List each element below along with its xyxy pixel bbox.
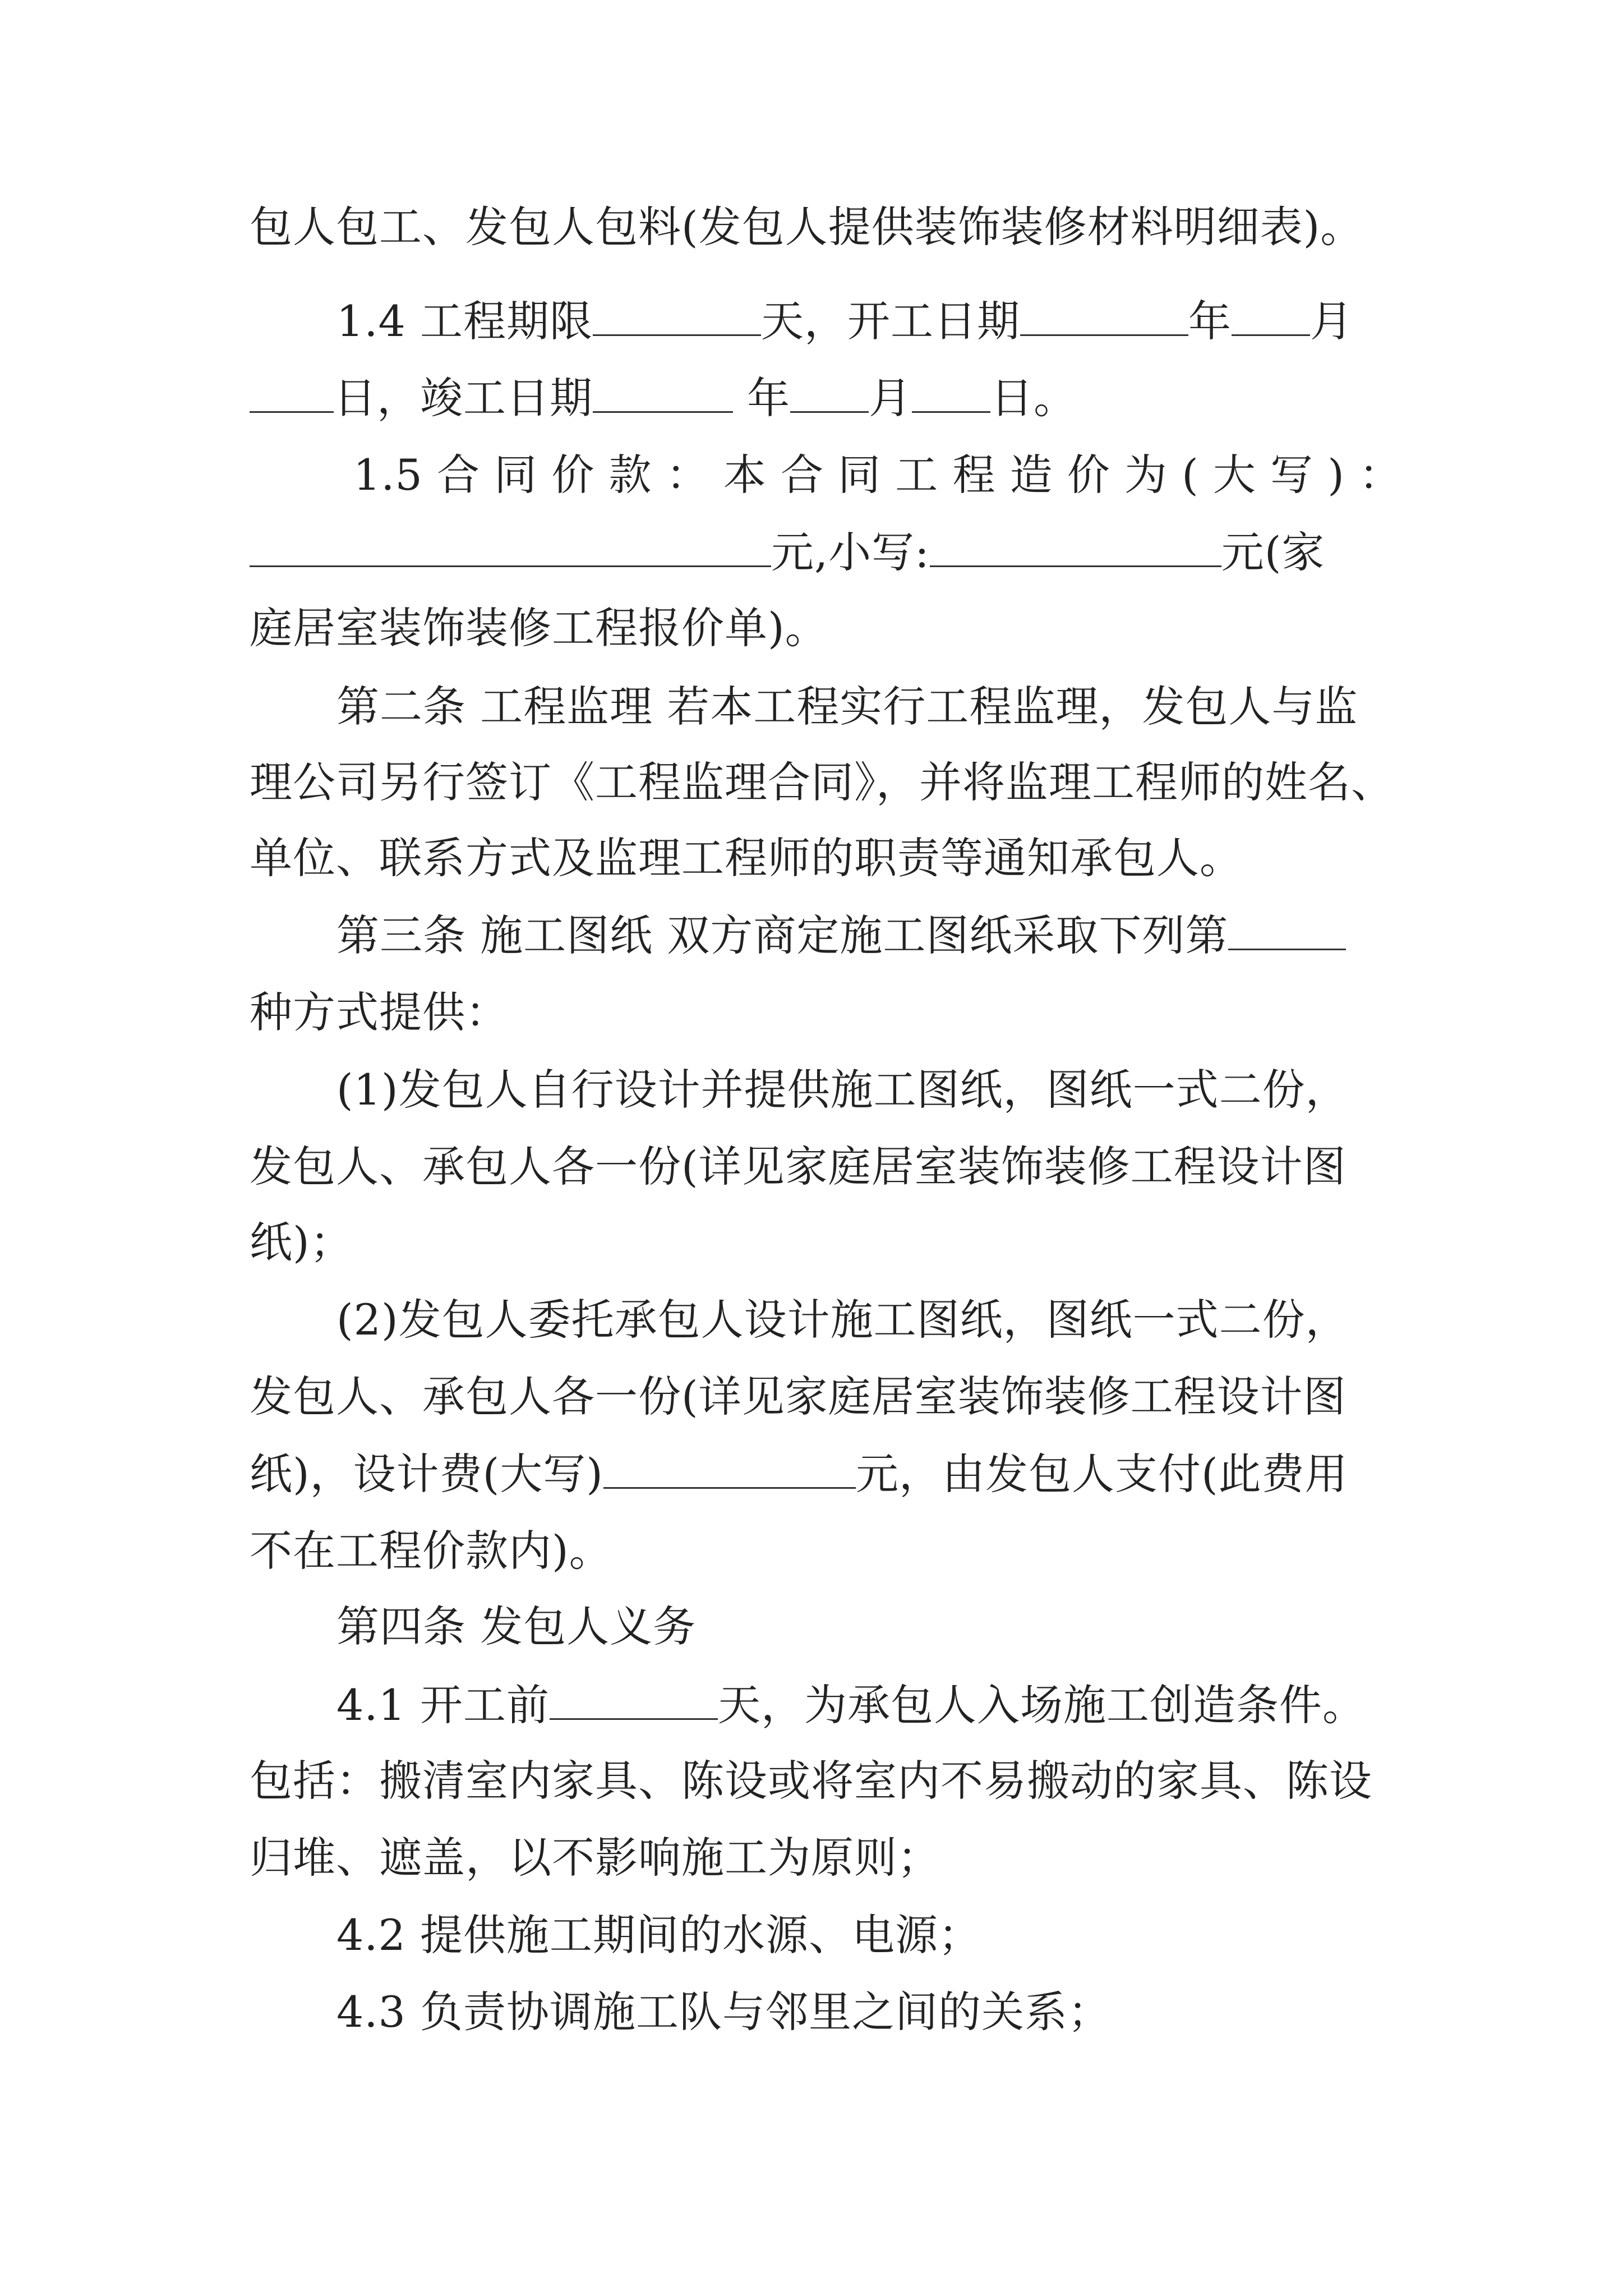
text-line: 发包人、承包人各一份(详见家庭居室装饰装修工程设计图 [250,1142,1347,1191]
blank-field [790,374,869,413]
blank-field [912,374,990,413]
text-line: 归堆、遮盖，以不影响施工为原则； [250,1833,940,1883]
text-line: (2)发包人委托承包人设计施工图纸，图纸一式二份， [336,1295,1349,1345]
blank-field [1020,297,1188,336]
text-line: 第三条 施工图纸 双方商定施工图纸采取下列第 [336,908,1346,964]
text-line: 种方式提供： [250,987,509,1037]
text-line: 包人包工、发包人包料(发包人提供装饰装修材料明细表)。 [250,202,1364,252]
blank-field [603,1450,856,1489]
blank-field [550,1681,718,1720]
text-line: 单位、联系方式及监理工程师的职责等通知承包人。 [250,833,1243,883]
text-line: 发包人、承包人各一份(详见家庭居室装饰装修工程设计图 [250,1372,1347,1421]
text-line: (1)发包人自行设计并提供施工图纸，图纸一式二份， [336,1065,1349,1115]
text-line: 第四条 发包人义务 [336,1602,697,1651]
text-line: 4.2 提供施工期间的水源、电源； [336,1910,982,1960]
blank-field [593,297,761,336]
text-line: 日，竣工日期 年 月 日。 [250,370,1077,426]
text-line: 庭居室装饰装修工程报价单)。 [250,603,828,653]
text-line: 理公司另行签订《工程监理合同》，并将监理工程师的姓名、 [250,757,1394,807]
text-line: 1.4 工程期限 天，开工日期 年 月 [336,296,1354,346]
blank-field [250,374,334,413]
blank-field [930,528,1221,567]
text-line: 包括：搬清室内家具、陈设或将室内不易搬动的家具、陈设 [250,1756,1372,1806]
blank-field [593,374,733,413]
blank-field [1228,912,1346,950]
text-line: 4.1 开工前 天，为承包人入场施工创造条件。 [336,1680,1366,1730]
blank-field [1232,297,1310,336]
text-line: 不在工程价款内)。 [250,1526,612,1576]
text-line: 第二条 工程监理 若本工程实行工程监理，发包人与监 [336,682,1358,731]
text-line: 纸)； [250,1217,353,1267]
text-line: 4.3 负责协调施工队与邻里之间的关系； [336,1987,1112,2037]
blank-field [250,528,771,567]
text-line: 1.5 合 同 价 款 ： 本 合 同 工 程 造 价 为 ( 大 写 ) ： [353,450,1403,500]
text-line: 元,小写: 元(家 [250,524,1325,581]
text-line: 纸)，设计费(大写) 元，由发包人支付(此费用 [250,1449,1348,1499]
